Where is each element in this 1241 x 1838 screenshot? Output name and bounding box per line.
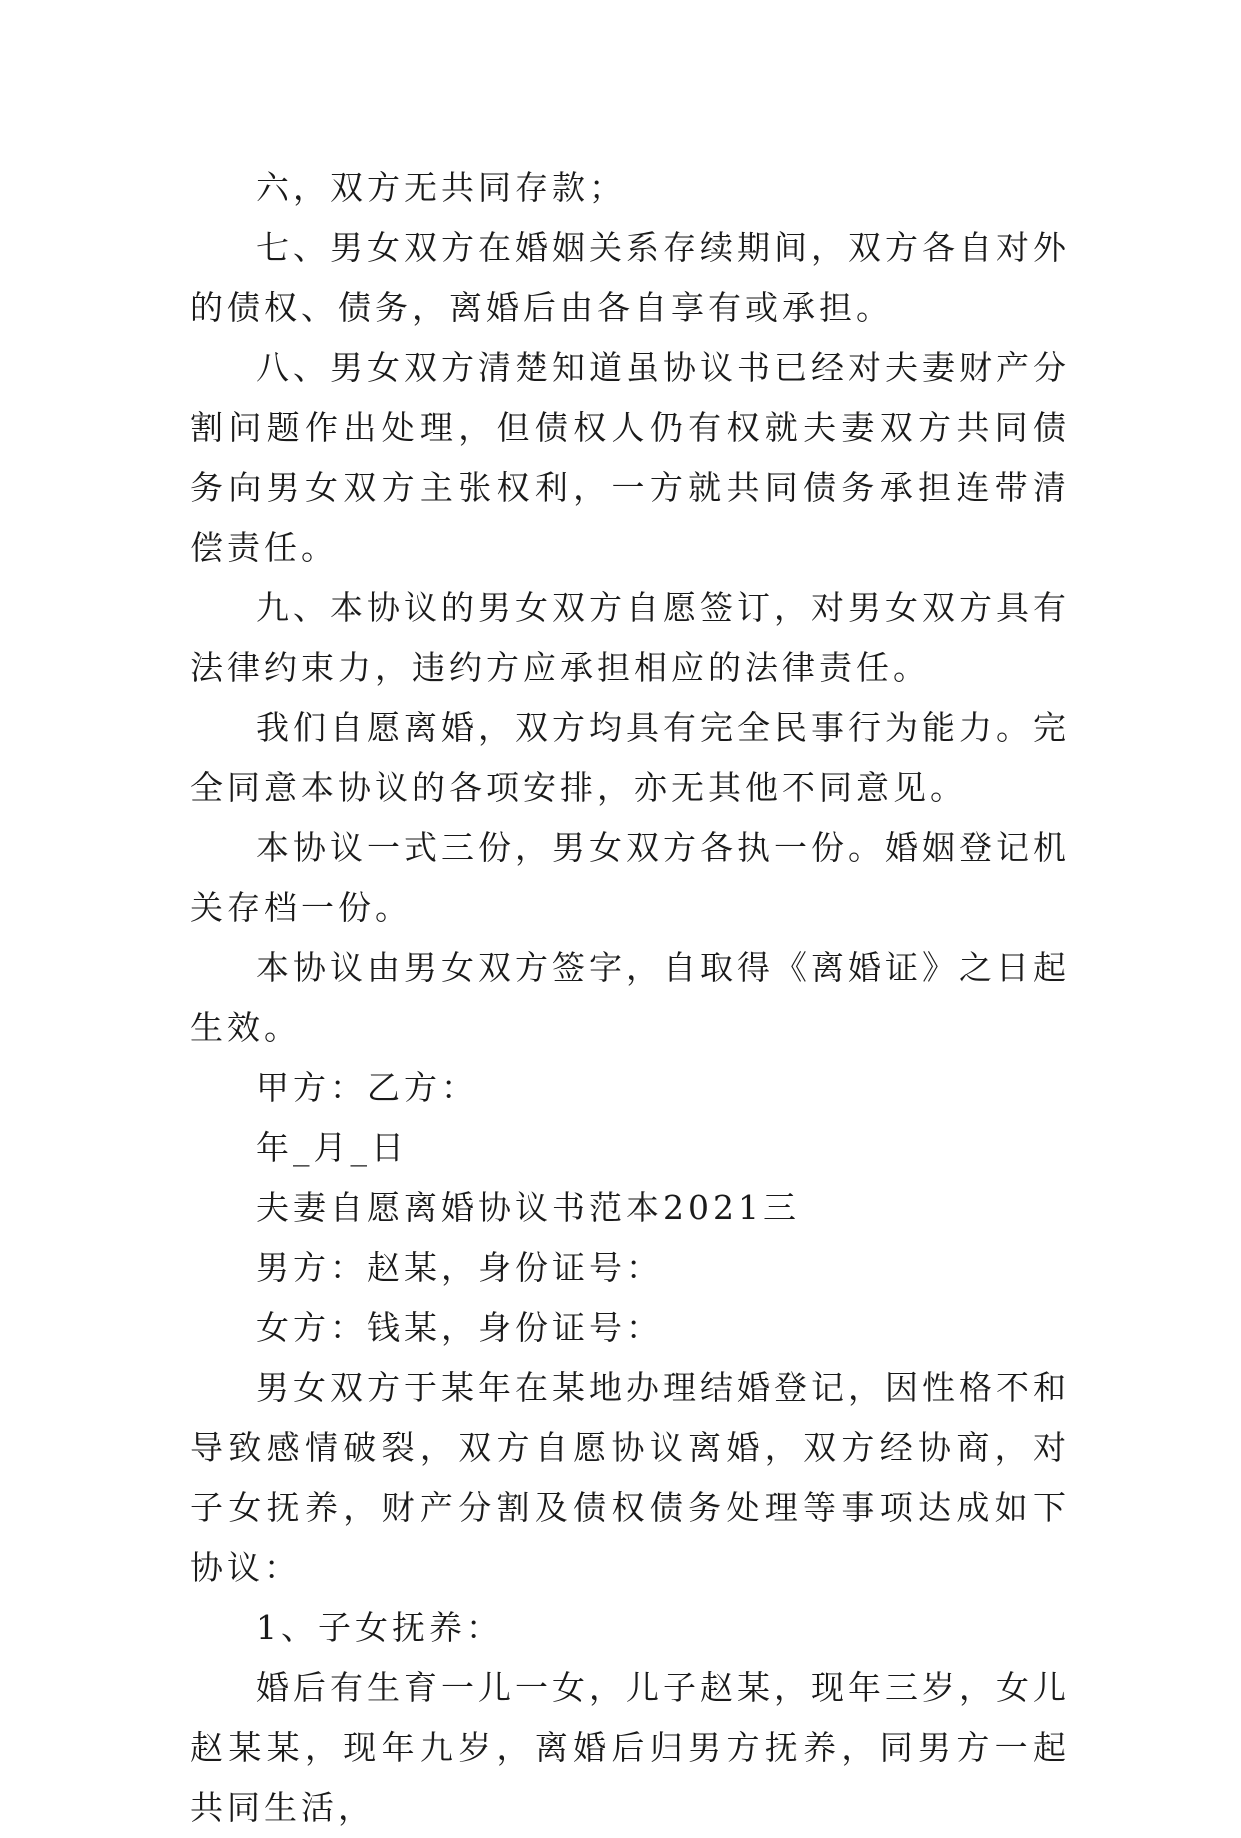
male-party-line: 男方：赵某，身份证号： — [256, 1248, 663, 1287]
paragraph-children: 婚后有生育一儿一女，儿子赵某，现年三岁，女儿赵某某，现年九岁，离婚后归男方抚养，同男方一起共同生活， — [190, 1668, 1070, 1827]
sample-title: 夫妻自愿离婚协议书范本2021三 — [256, 1188, 800, 1227]
document-body — [190, 158, 1070, 1838]
date-line: 年_月_日 — [256, 1128, 408, 1167]
paragraph-binding-force: 九、本协议的男女双方自愿签订，对男女双方具有法律约束力，违约方应承担相应的法律责任。 — [190, 588, 1070, 687]
paragraph-voluntary-divorce: 我们自愿离婚，双方均具有完全民事行为能力。完全同意本协议的各项安排，亦无其他不同意见。 — [190, 708, 1070, 807]
paragraph-debts-during-marriage: 七、男女双方在婚姻关系存续期间，双方各自对外的债权、债务，离婚后由各自享有或承担。 — [190, 228, 1070, 327]
paragraph-preamble: 男女双方于某年在某地办理结婚登记，因性格不和导致感情破裂，双方自愿协议离婚，双方经协商，对子女抚养，财产分割及债权债务处理等事项达成如下协议： — [190, 1368, 1070, 1587]
female-party-line: 女方：钱某，身份证号： — [256, 1308, 663, 1347]
paragraph-effective: 本协议由男女双方签字，自取得《离婚证》之日起生效。 — [190, 948, 1070, 1047]
paragraph-creditor-rights: 八、男女双方清楚知道虽协议书已经对夫妻财产分割问题作出处理，但债权人仍有权就夫妻双方共同债务向男女双方主张权利，一方就共同债务承担连带清偿责任。 — [190, 348, 1070, 567]
paragraph-no-joint-savings: 六，双方无共同存款； — [256, 168, 626, 207]
signature-line: 甲方：乙方： — [256, 1068, 478, 1107]
paragraph-copies: 本协议一式三份，男女双方各执一份。婚姻登记机关存档一份。 — [190, 828, 1070, 927]
section-child-custody: 1、子女抚养： — [256, 1608, 503, 1647]
